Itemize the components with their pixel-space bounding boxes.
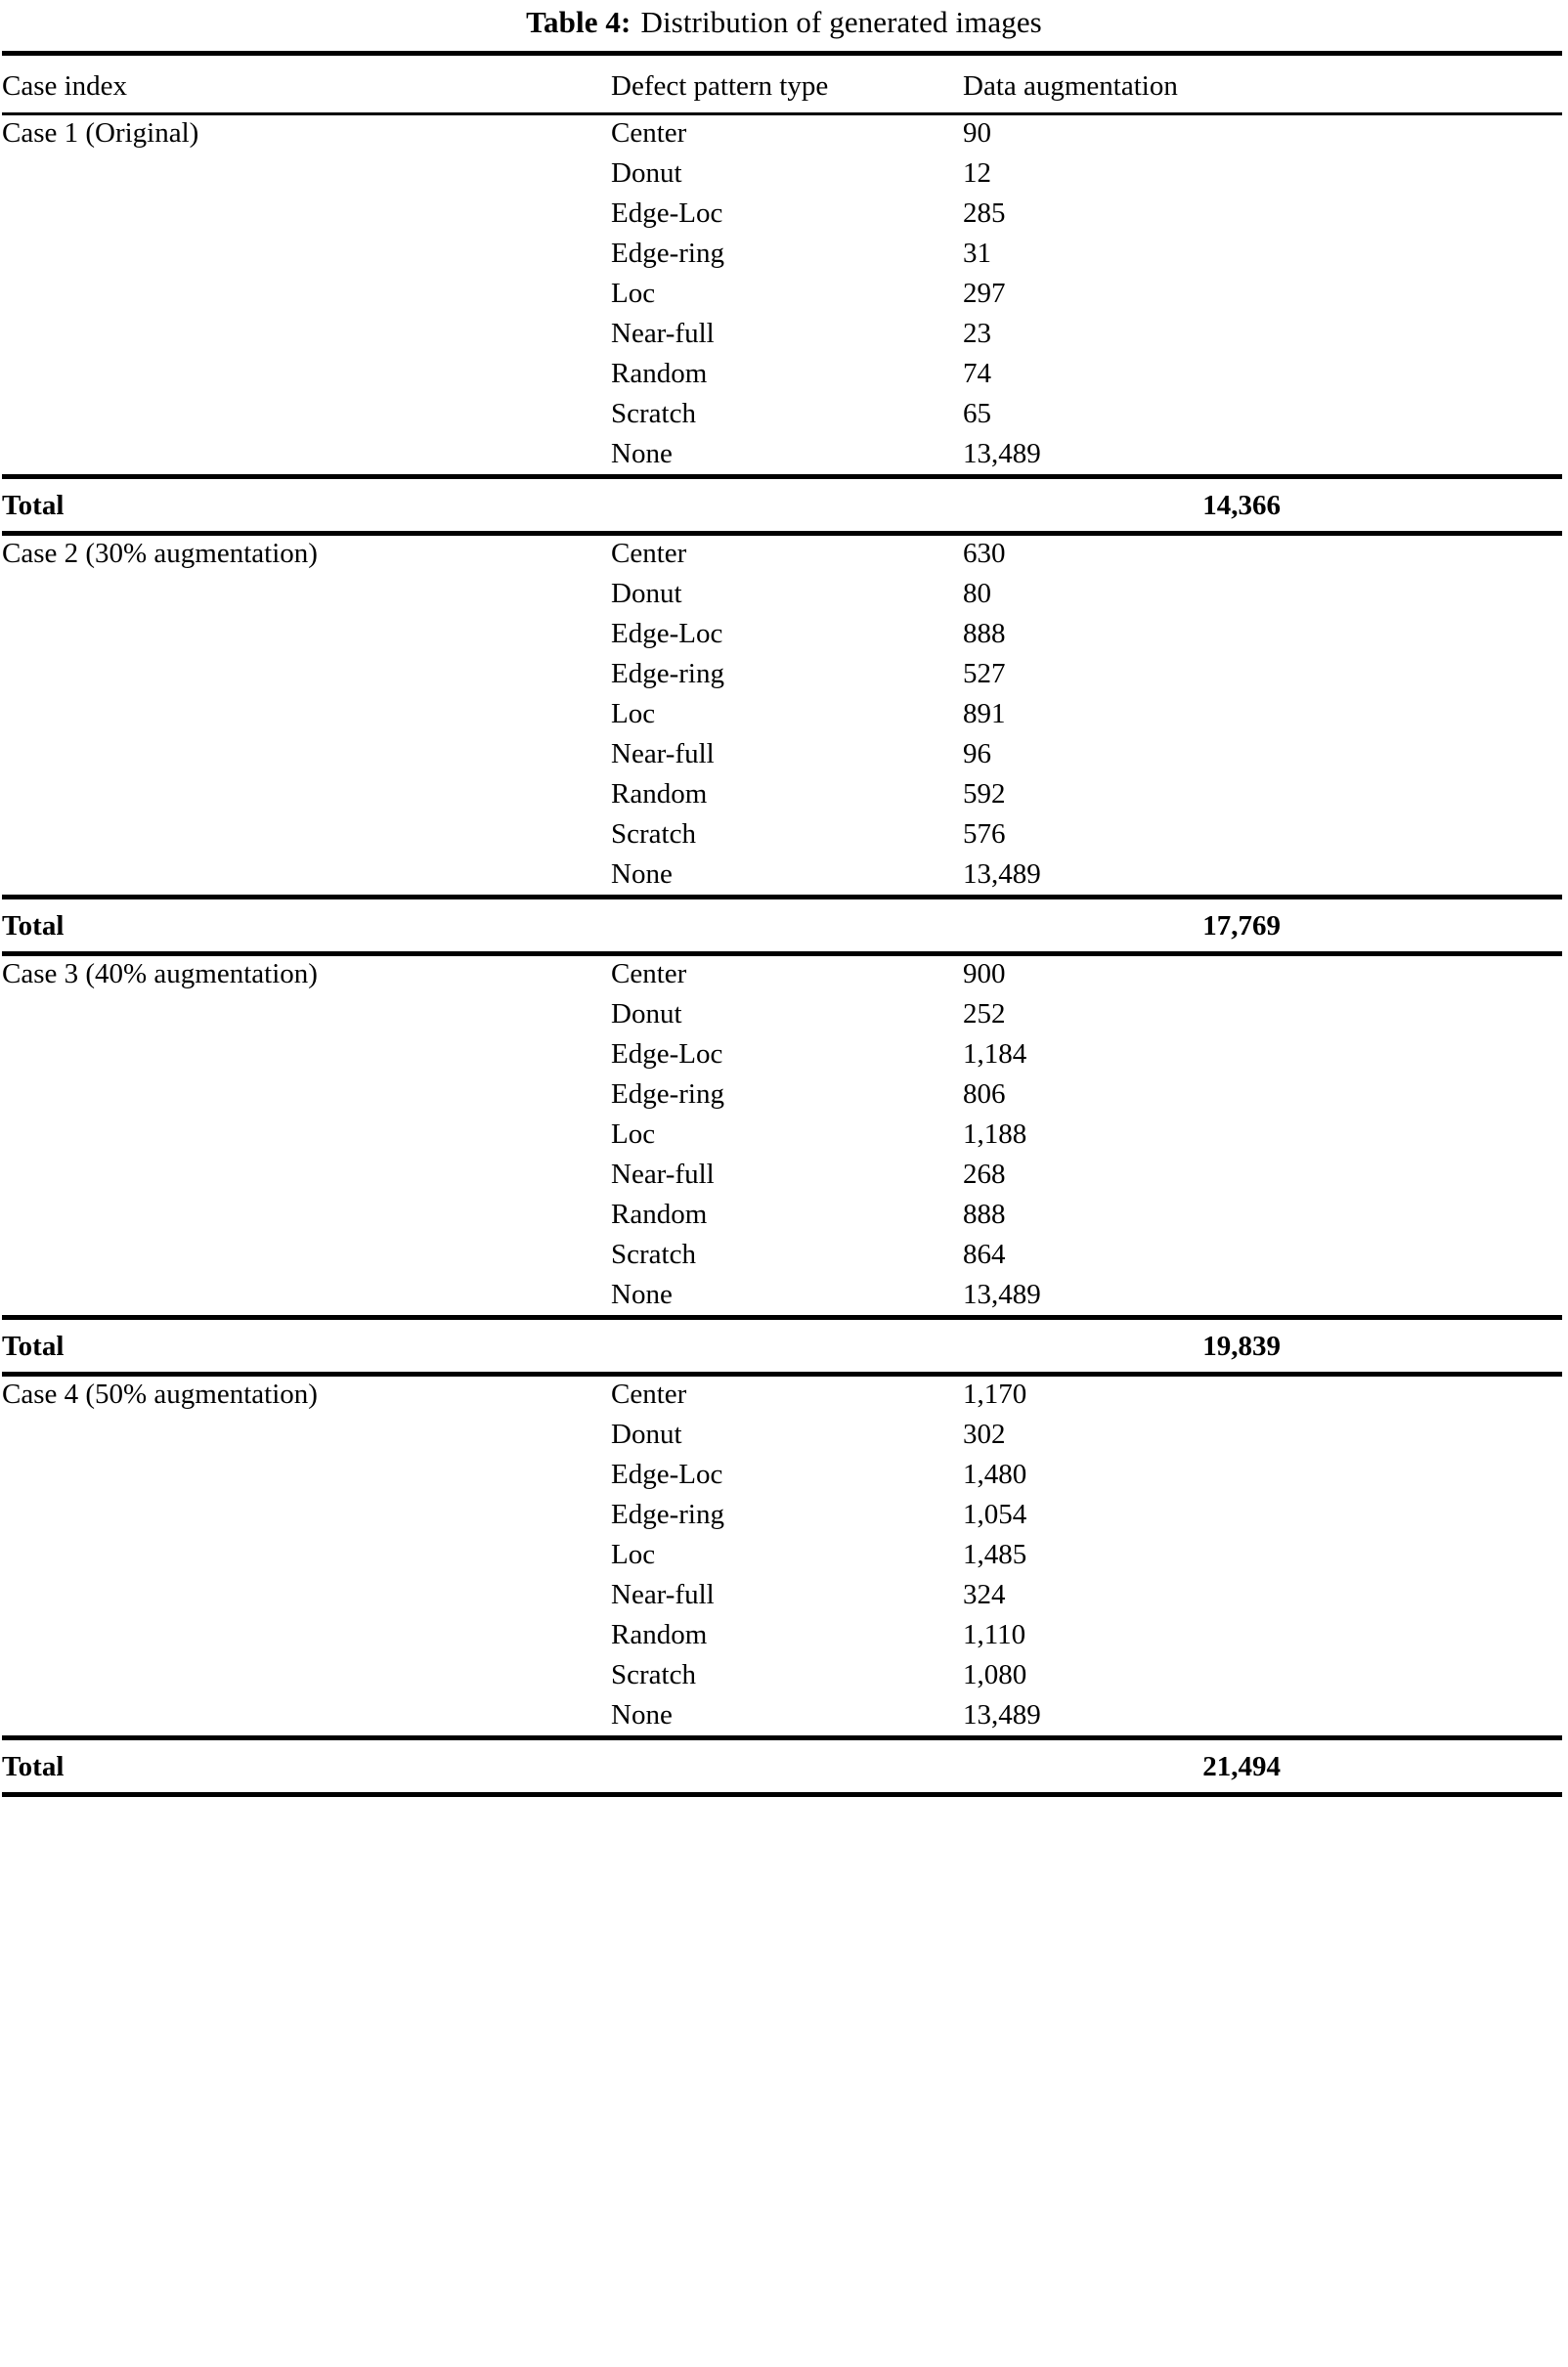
total-label: Total	[2, 490, 65, 521]
defect-pattern-type-cell: Donut	[611, 578, 682, 609]
table-row	[2, 574, 1562, 614]
defect-pattern-type-cell: Random	[611, 1199, 708, 1230]
table-row	[2, 654, 1562, 694]
table-row	[2, 855, 1562, 895]
total-label: Total	[2, 910, 65, 942]
table-row	[2, 1455, 1562, 1495]
defect-pattern-type-cell: Near-full	[611, 738, 715, 769]
data-augmentation-cell: 527	[963, 658, 1006, 689]
total-spacer-cell	[611, 1738, 963, 1793]
defect-pattern-type-cell: None	[611, 858, 673, 890]
data-augmentation-cell: 1,188	[963, 1118, 1027, 1150]
table-row	[2, 1655, 1562, 1695]
table-row	[2, 274, 1562, 314]
table-row	[2, 234, 1562, 274]
case-index-empty	[2, 774, 611, 814]
table-row	[2, 1115, 1562, 1155]
data-augmentation-cell: 1,485	[963, 1539, 1027, 1570]
table-caption	[0, 0, 1568, 43]
table-row	[2, 194, 1562, 234]
defect-pattern-type-cell: Edge-ring	[611, 238, 724, 269]
case-index-empty	[2, 1495, 611, 1535]
data-augmentation-cell: 285	[963, 197, 1006, 229]
table-row	[2, 614, 1562, 654]
case-index-empty	[2, 1575, 611, 1615]
defect-pattern-type-cell: Center	[611, 1379, 687, 1410]
total-label: Total	[2, 1751, 65, 1782]
data-augmentation-cell: 12	[963, 157, 991, 189]
data-augmentation-cell: 1,480	[963, 1459, 1027, 1490]
table-body	[2, 51, 1562, 1795]
distribution-table	[2, 51, 1562, 1797]
column-header-defect-pattern-type: Defect pattern type	[611, 70, 829, 102]
defect-pattern-type-cell: Loc	[611, 698, 656, 729]
defect-pattern-type-cell: Loc	[611, 278, 656, 309]
data-augmentation-cell: 65	[963, 398, 991, 429]
table-row	[2, 694, 1562, 734]
case-index-empty	[2, 694, 611, 734]
data-augmentation-cell: 1,110	[963, 1619, 1026, 1650]
total-value: 14,366	[1202, 490, 1281, 521]
case-index-empty	[2, 394, 611, 434]
data-augmentation-cell: 13,489	[963, 1279, 1041, 1310]
table-row	[2, 1074, 1562, 1115]
total-value: 19,839	[1202, 1331, 1281, 1362]
defect-pattern-type-cell: Near-full	[611, 318, 715, 349]
table-row	[2, 1195, 1562, 1235]
data-augmentation-cell: 74	[963, 358, 991, 389]
case-index-empty	[2, 614, 611, 654]
data-augmentation-cell: 888	[963, 1199, 1006, 1230]
case-index-empty	[2, 654, 611, 694]
defect-pattern-type-cell: Center	[611, 117, 687, 149]
defect-pattern-type-cell: Scratch	[611, 398, 696, 429]
defect-pattern-type-cell: Donut	[611, 1419, 682, 1450]
table-row	[2, 534, 1562, 575]
data-augmentation-cell: 576	[963, 818, 1006, 850]
table-row	[2, 1415, 1562, 1455]
defect-pattern-type-cell: Edge-Loc	[611, 1038, 723, 1070]
data-augmentation-cell: 297	[963, 278, 1006, 309]
table-row	[2, 954, 1562, 995]
case-index-empty	[2, 354, 611, 394]
case-index-empty	[2, 1695, 611, 1735]
case-index-empty	[2, 1235, 611, 1275]
table-row	[2, 394, 1562, 434]
case-index-empty	[2, 274, 611, 314]
case-index-empty	[2, 1074, 611, 1115]
case-index-empty	[2, 314, 611, 354]
defect-pattern-type-cell: Edge-ring	[611, 1078, 724, 1110]
defect-pattern-type-cell: Scratch	[611, 1239, 696, 1270]
defect-pattern-type-cell: None	[611, 1279, 673, 1310]
total-label: Total	[2, 1331, 65, 1362]
defect-pattern-type-cell: Near-full	[611, 1579, 715, 1610]
case-index-empty	[2, 1195, 611, 1235]
data-augmentation-cell: 96	[963, 738, 991, 769]
data-augmentation-cell: 806	[963, 1078, 1006, 1110]
defect-pattern-type-cell: None	[611, 1699, 673, 1731]
defect-pattern-type-cell: Edge-Loc	[611, 197, 723, 229]
table-row	[2, 1235, 1562, 1275]
case-index-empty	[2, 814, 611, 855]
data-augmentation-cell: 23	[963, 318, 991, 349]
defect-pattern-type-cell: Near-full	[611, 1159, 715, 1190]
case-index-empty	[2, 734, 611, 774]
data-augmentation-cell: 1,054	[963, 1499, 1027, 1530]
case-index-empty	[2, 1415, 611, 1455]
total-row	[2, 477, 1562, 532]
defect-pattern-type-cell: Center	[611, 958, 687, 989]
table-row	[2, 1034, 1562, 1074]
total-row	[2, 1318, 1562, 1373]
data-augmentation-cell: 13,489	[963, 1699, 1041, 1731]
data-augmentation-cell: 31	[963, 238, 991, 269]
data-augmentation-cell: 13,489	[963, 438, 1041, 469]
case-index-empty	[2, 234, 611, 274]
data-augmentation-cell: 13,489	[963, 858, 1041, 890]
total-row	[2, 898, 1562, 952]
data-augmentation-cell: 324	[963, 1579, 1006, 1610]
caption-text: Distribution of generated images	[640, 5, 1042, 39]
case-index-empty	[2, 194, 611, 234]
data-augmentation-cell: 864	[963, 1239, 1006, 1270]
case-index-empty	[2, 574, 611, 614]
defect-pattern-type-cell: Donut	[611, 998, 682, 1030]
table-row	[2, 434, 1562, 474]
table-row	[2, 314, 1562, 354]
table-header-row	[2, 54, 1562, 113]
case-index-label: Case 3 (40% augmentation)	[2, 958, 318, 989]
data-augmentation-cell: 1,184	[963, 1038, 1027, 1070]
table-row	[2, 1575, 1562, 1615]
defect-pattern-type-cell: Scratch	[611, 818, 696, 850]
defect-pattern-type-cell: Random	[611, 778, 708, 810]
case-index-label: Case 1 (Original)	[2, 117, 199, 149]
data-augmentation-cell: 252	[963, 998, 1006, 1030]
case-index-empty	[2, 1615, 611, 1655]
table-row	[2, 153, 1562, 194]
defect-pattern-type-cell: Center	[611, 538, 687, 569]
data-augmentation-cell: 302	[963, 1419, 1006, 1450]
data-augmentation-cell: 1,080	[963, 1659, 1027, 1690]
defect-pattern-type-cell: Edge-Loc	[611, 1459, 723, 1490]
case-index-empty	[2, 1155, 611, 1195]
table-row	[2, 1275, 1562, 1315]
case-index-empty	[2, 1655, 611, 1695]
table-row	[2, 1375, 1562, 1416]
data-augmentation-cell: 90	[963, 117, 991, 149]
table-row	[2, 734, 1562, 774]
defect-pattern-type-cell: None	[611, 438, 673, 469]
table-row	[2, 354, 1562, 394]
table-row	[2, 814, 1562, 855]
case-index-empty	[2, 1275, 611, 1315]
total-value: 17,769	[1202, 910, 1281, 942]
defect-pattern-type-cell: Random	[611, 1619, 708, 1650]
defect-pattern-type-cell: Loc	[611, 1118, 656, 1150]
data-augmentation-cell: 592	[963, 778, 1006, 810]
table-row	[2, 1615, 1562, 1655]
data-augmentation-cell: 268	[963, 1159, 1006, 1190]
table-row	[2, 114, 1562, 154]
data-augmentation-cell: 888	[963, 618, 1006, 649]
case-index-empty	[2, 434, 611, 474]
case-index-empty	[2, 1535, 611, 1575]
defect-pattern-type-cell: Scratch	[611, 1659, 696, 1690]
total-value: 21,494	[1202, 1751, 1281, 1782]
table-row	[2, 1495, 1562, 1535]
table-row	[2, 1695, 1562, 1735]
table-row	[2, 774, 1562, 814]
table-row	[2, 1155, 1562, 1195]
table-row	[2, 994, 1562, 1034]
total-bottom-rule	[2, 1792, 1562, 1795]
defect-pattern-type-cell: Loc	[611, 1539, 656, 1570]
data-augmentation-cell: 900	[963, 958, 1006, 989]
case-index-empty	[2, 1034, 611, 1074]
total-spacer-cell	[611, 1318, 963, 1373]
total-spacer-cell	[611, 898, 963, 952]
column-header-data-augmentation: Data augmentation	[963, 70, 1178, 102]
case-index-empty	[2, 1115, 611, 1155]
defect-pattern-type-cell: Random	[611, 358, 708, 389]
case-index-empty	[2, 153, 611, 194]
case-index-label: Case 2 (30% augmentation)	[2, 538, 318, 569]
data-augmentation-cell: 630	[963, 538, 1006, 569]
column-header-case-index: Case index	[2, 70, 128, 102]
case-index-empty	[2, 994, 611, 1034]
case-index-empty	[2, 1455, 611, 1495]
defect-pattern-type-cell: Donut	[611, 157, 682, 189]
case-index-label: Case 4 (50% augmentation)	[2, 1379, 318, 1410]
caption-label: Table 4:	[526, 5, 632, 39]
defect-pattern-type-cell: Edge-ring	[611, 1499, 724, 1530]
defect-pattern-type-cell: Edge-ring	[611, 658, 724, 689]
defect-pattern-type-cell: Edge-Loc	[611, 618, 723, 649]
case-index-empty	[2, 855, 611, 895]
total-spacer-cell	[611, 477, 963, 532]
data-augmentation-cell: 891	[963, 698, 1006, 729]
data-augmentation-cell: 1,170	[963, 1379, 1027, 1410]
total-row	[2, 1738, 1562, 1793]
data-augmentation-cell: 80	[963, 578, 991, 609]
table-row	[2, 1535, 1562, 1575]
